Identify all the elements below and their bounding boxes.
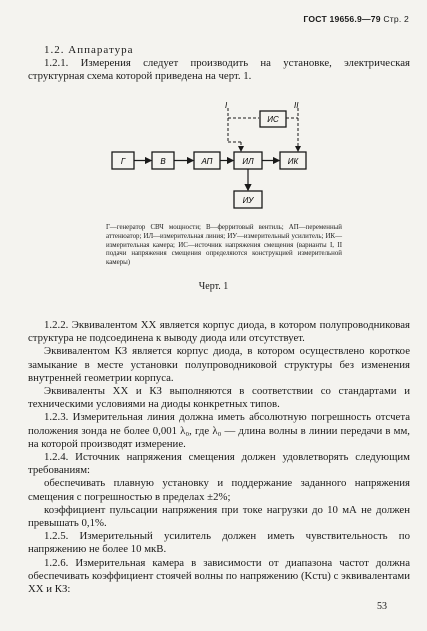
body-paragraph: 1.2.5. Измерительный усилитель должен иметь чувствительность по напряжению не более 10 мкВ. xyxy=(28,530,410,556)
figure-caption: Г—генератор СВЧ мощности; В—ферритовый вентиль; АП—переменный аттенюатор; ИЛ—измерительная линия; ИУ—измерительный усилитель; ИК—измерительная камера; ИС—источник напряжения смещения (варианты I, II подачи напряжения смещения определяются конструкцией измерительной камеры) xyxy=(106,224,342,267)
block-amplifier-label: ИУ xyxy=(242,196,254,205)
page-header xyxy=(303,14,409,24)
body-paragraph: Эквивалентом КЗ является корпус диода, в котором осуществлено короткое замыкание в месте установки полупроводниковой структуры без изменения внутренней геометрии корпуса. xyxy=(28,345,410,384)
page-label: Стр. 2 xyxy=(383,14,409,24)
page-number: 53 xyxy=(377,601,387,612)
variant-i-label: I xyxy=(225,101,228,110)
block-isolator-label: В xyxy=(160,157,166,166)
body-text xyxy=(28,319,410,596)
variant-ii-label: II xyxy=(294,101,299,110)
body-paragraph: 1.2.6. Измерительная камера в зависимости от диапазона частот должна обеспечивать коэффициент стоячей волны по напряжению (Kстu) с эквивалентами ХХ и КЗ: xyxy=(28,556,410,596)
standard-number: ГОСТ 19656.9—79 xyxy=(303,14,381,24)
block-attenuator-label: АП xyxy=(201,157,213,166)
section-title: 1.2. Аппаратура xyxy=(44,44,134,56)
body-paragraph: Эквиваленты ХХ и КЗ выполняются в соответствии со стандартами и техническими условиями на диоды конкретных типов. xyxy=(28,385,410,411)
block-diagram xyxy=(108,100,318,220)
figure-label: Черт. 1 xyxy=(198,281,229,292)
block-bias-source-label: ИС xyxy=(267,115,279,124)
block-measuring-line-label: ИЛ xyxy=(242,157,254,166)
paragraph-1-2-1: 1.2.1. Измерения следует производить на установке, электрическая структурная схема которой приведена на черт. 1. xyxy=(28,57,410,83)
body-paragraph: 1.2.3. Измерительная линия должна иметь абсолютную погрешность отсчета положения зонда не более 0,001 λ₀, где λ₀ — длина волны в линии передачи в мм, на которой производят измерение. xyxy=(28,411,410,450)
section-apparatus xyxy=(28,44,410,83)
block-generator-label: Г xyxy=(120,157,126,166)
body-paragraph: 1.2.4. Источник напряжения смещения должен удовлетворять следующим требованиям: xyxy=(28,451,410,477)
body-paragraph: коэффициент пульсации напряжения при токе нагрузки до 10 мА не должен превышать 0,1%. xyxy=(28,503,410,530)
block-measuring-chamber-label: ИК xyxy=(287,157,299,166)
body-paragraph: обеспечивать плавную установку и поддержание заданного напряжения смещения с погрешностью в пределах ±2%; xyxy=(28,477,410,503)
body-paragraph: 1.2.2. Эквивалентом ХХ является корпус диода, в котором полупроводниковая структура не подсоединена к выводу диода или отсутствует. xyxy=(28,319,410,345)
